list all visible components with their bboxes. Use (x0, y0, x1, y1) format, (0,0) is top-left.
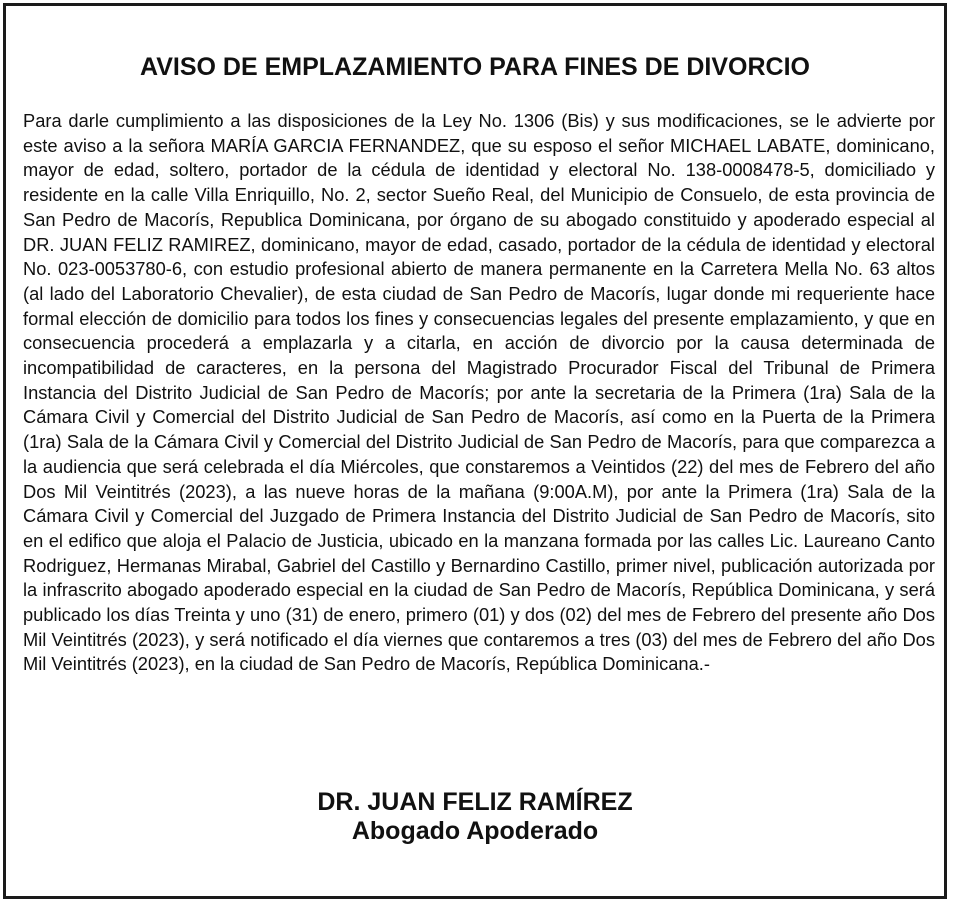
notice-body: Para darle cumplimiento a las disposiciones de la Ley No. 1306 (Bis) y sus modificaciones, se le advierte por este aviso a la señora MARÍA GARCIA FERNANDEZ, que su esposo el señor MICHAEL LABATE, dominicano, mayor de edad, soltero, portador de la cédula de identidad y electoral No. 138-0008478-5, domiciliado y residente en la calle Villa Enriquillo, No. 2, sector Sueño Real, del Municipio de Consuelo, de esta provincia de San Pedro de Macorís, Republica Dominicana, por órgano de su abogado constituido y apoderado especial al DR. JUAN FELIZ RAMIREZ, dominicano, mayor de edad, casado, portador de la cédula de identidad y electoral No. 023-0053780-6, con estudio profesional abierto de manera permanente en la Carretera Mella No. 63 altos (al lado del Laboratorio Chevalier), de esta ciudad de San Pedro de Macorís, lugar donde mi requeriente hace formal elección de domicilio para todos los fines y consecuencias legales del presente emplazamiento, y que en consecuencia procederá a emplazarla y a citarla, en acción de divorcio por la causa determinada de incompatibilidad de caracteres, en la persona del Magistrado Procurador Fiscal del Tribunal de Primera Instancia del Distrito Judicial de San Pedro de Macorís; por ante la secretaria de la Primera (1ra) Sala de la Cámara Civil y Comercial del Distrito Judicial de San Pedro de Macorís, así como en la Puerta de la Primera (1ra) Sala de la Cámara Civil y Comercial del Distrito Judicial de San Pedro de Macorís, para que comparezca a la audiencia que será celebrada el día Miércoles, que constaremos a Veintidos (22) del mes de Febrero del año Dos Mil Veintitrés (2023), a las nueve horas de la mañana (9:00A.M), por ante la Primera (1ra) Sala de la Cámara Civil y Comercial del Juzgado de Primera Instancia del Distrito Judicial de San Pedro de Macorís, sito en el edifico que aloja el Palacio de Justicia, ubicado en la manzana formada por las calles Lic. Laureano Canto Rodriguez, Hermanas Mirabal, Gabriel del Castillo y Bernardino Castillo, primer nivel, publicación autorizada por la infrascrito abogado apoderado especial en la ciudad de San Pedro de Macorís, República Dominicana, y será publicado los días Treinta y uno (31) de enero, primero (01) y dos (02) del mes de Febrero del presente año Dos Mil Veintitrés (2023), y será notificado el día viernes que contaremos a tres (03) del mes de Febrero del año Dos Mil Veintitrés (2023), en la ciudad de San Pedro de Macorís, República Dominicana.- (23, 110, 935, 675)
notice-title: AVISO DE EMPLAZAMIENTO PARA FINES DE DIVORCIO (140, 53, 810, 81)
signature-role: Abogado Apoderado (351, 817, 599, 845)
signature-block (6, 788, 944, 846)
notice-frame (3, 3, 947, 899)
signature-name: DR. JUAN FELIZ RAMÍREZ (317, 788, 633, 816)
